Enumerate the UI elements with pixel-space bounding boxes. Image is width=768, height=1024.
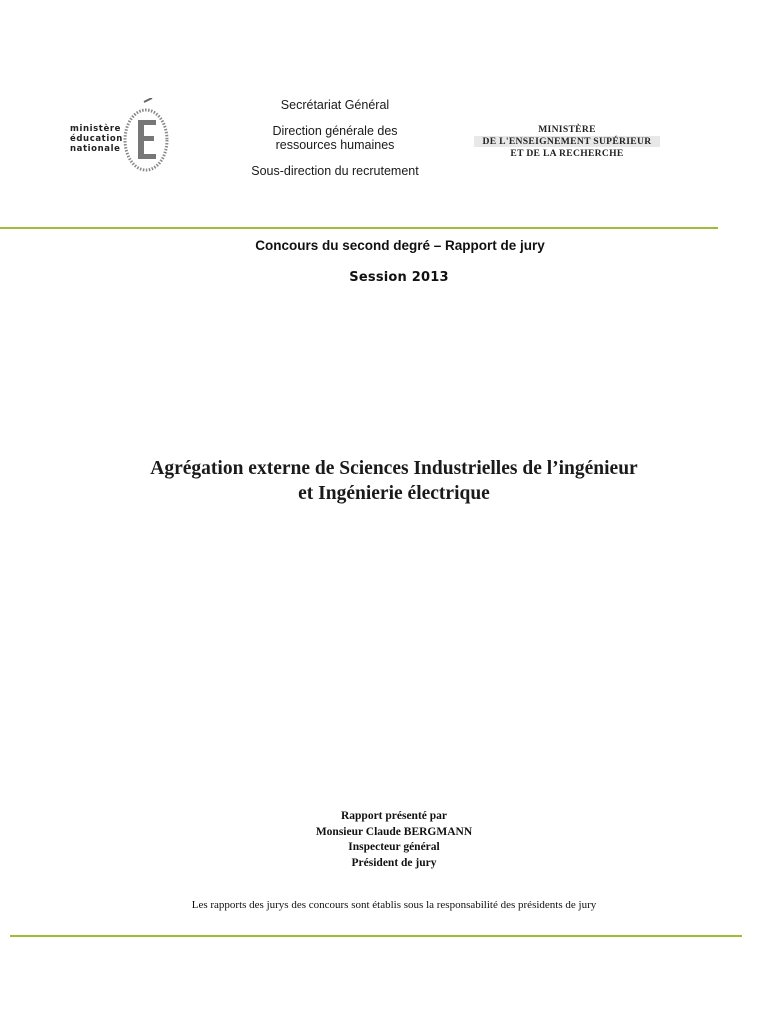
rapport-line-1: Rapport présenté par: [340, 810, 448, 822]
concours-heading: Concours du second degré – Rapport de jury: [255, 238, 545, 253]
responsibility-note: Les rapports des jurys des concours sont établis sous la responsabilité des présidents de jury: [191, 899, 597, 911]
header-center-block: [210, 98, 460, 178]
ministry-higher-education-logo: [470, 124, 664, 160]
secretariat-label: Secrétariat Général: [280, 98, 390, 112]
ministry-line-1: MINISTÈRE: [538, 124, 596, 135]
logo-words: [70, 124, 123, 154]
document-title: [0, 456, 768, 506]
direction-line-2: ressources humaines: [275, 138, 395, 152]
logo-word-ministere: ministère: [70, 124, 121, 134]
logo-word-nationale: nationale: [70, 144, 121, 154]
title-line-1: Agrégation externe de Sciences Industrielles de l’ingénieur: [150, 458, 638, 479]
ministere-education-logo: [70, 98, 170, 174]
direction-line-1: Direction générale des: [272, 124, 398, 138]
rapport-line-4: Président de jury: [351, 856, 437, 869]
title-line-2: et Ingénierie électrique: [298, 483, 490, 504]
session-heading: Session 2013: [349, 270, 449, 285]
ministry-line-3: ET DE LA RECHERCHE: [510, 148, 624, 159]
rapport-block: [0, 809, 768, 871]
rapport-line-3: Inspecteur général: [348, 841, 440, 853]
ministry-line-2: DE L'ENSEIGNEMENT SUPÉRIEUR: [482, 136, 652, 147]
bottom-green-rule: [10, 935, 742, 937]
sous-direction-label: Sous-direction du recrutement: [251, 164, 419, 178]
rapport-line-2: Monsieur Claude BERGMANN: [315, 825, 473, 838]
e-emblem-icon: [122, 98, 170, 174]
logo-word-education: éducation: [70, 134, 123, 144]
top-green-rule: [0, 227, 718, 229]
